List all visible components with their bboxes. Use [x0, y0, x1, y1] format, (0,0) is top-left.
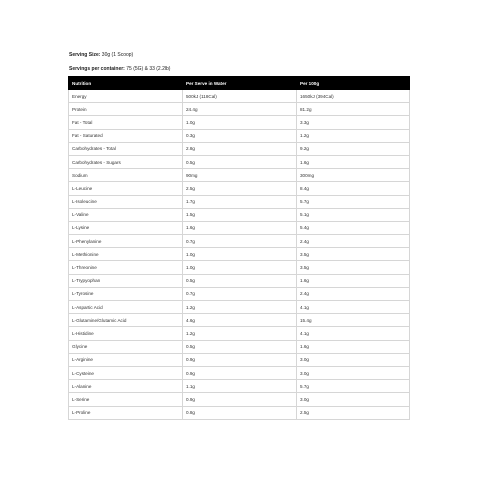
per-serve-cell: 0.8g [183, 406, 297, 419]
serving-size-line [69, 52, 133, 59]
table-row [69, 261, 410, 274]
per-100g-cell: 2.5g [297, 406, 410, 419]
nutrient-name-cell: L-Methionine [69, 248, 183, 261]
nutrient-name-cell: L-Serine [69, 393, 183, 406]
per-serve-cell: 1.1g [183, 380, 297, 393]
per-100g-cell: 5.7g [297, 380, 410, 393]
per-serve-cell: 0.9g [183, 353, 297, 366]
per-100g-cell: 3.0g [297, 393, 410, 406]
per-serve-cell: 0.5g [183, 340, 297, 353]
nutrient-name-cell: L-Glutamine/Glutamic Acid [69, 314, 183, 327]
nutrient-name-cell: L-Phenylanine [69, 235, 183, 248]
table-row [69, 129, 410, 142]
table-row [69, 221, 410, 234]
per-100g-cell: 300mg [297, 169, 410, 182]
nutrient-name-cell: Fat - Total [69, 116, 183, 129]
per-serve-cell: 24.4g [183, 103, 297, 116]
per-serve-cell: 0.5g [183, 274, 297, 287]
table-row [69, 314, 410, 327]
nutrition-table-header [69, 77, 410, 90]
serving-size-label: Serving Size: [69, 52, 101, 58]
table-row [69, 155, 410, 168]
per-100g-cell: 3.0g [297, 366, 410, 379]
table-row [69, 353, 410, 366]
per-serve-cell: 2.5g [183, 182, 297, 195]
per-100g-cell: 4.1g [297, 301, 410, 314]
per-serve-cell: 0.3g [183, 129, 297, 142]
per-100g-cell: 5.1g [297, 208, 410, 221]
table-row [69, 103, 410, 116]
per-100g-cell: 3.3g [297, 116, 410, 129]
nutrient-name-cell: L-Proline [69, 406, 183, 419]
per-100g-cell: 81.2g [297, 103, 410, 116]
nutrient-name-cell: Carbohydrates - Sugars [69, 155, 183, 168]
table-row [69, 406, 410, 419]
table-row [69, 366, 410, 379]
nutrition-table-body [69, 90, 410, 420]
table-row [69, 235, 410, 248]
per-100g-cell: 15.4g [297, 314, 410, 327]
nutrient-name-cell: L-Lysine [69, 221, 183, 234]
per-100g-cell: 3.5g [297, 248, 410, 261]
table-row [69, 393, 410, 406]
table-row [69, 287, 410, 300]
per-serve-cell: 0.7g [183, 287, 297, 300]
per-serve-cell: 500kJ (118Cal) [183, 90, 297, 103]
per-100g-cell: 2.4g [297, 287, 410, 300]
per-100g-cell: 2.4g [297, 235, 410, 248]
nutrient-name-cell: Glycine [69, 340, 183, 353]
per-100g-cell: 4.1g [297, 327, 410, 340]
nutrient-name-cell: L-Aspartic Acid [69, 301, 183, 314]
nutrient-name-cell: L-Threonine [69, 261, 183, 274]
table-row [69, 208, 410, 221]
per-serve-cell: 1.2g [183, 301, 297, 314]
per-serve-cell: 1.6g [183, 221, 297, 234]
per-serve-cell: 1.0g [183, 261, 297, 274]
per-serve-cell: 0.9g [183, 366, 297, 379]
per-100g-cell: 9.2g [297, 142, 410, 155]
per-100g-cell: 5.7g [297, 195, 410, 208]
table-row [69, 116, 410, 129]
per-100g-cell: 3.5g [297, 261, 410, 274]
per-100g-cell: 1.2g [297, 129, 410, 142]
header-nutrition: Nutrition [69, 77, 183, 90]
nutrient-name-cell: Fat - Saturated [69, 129, 183, 142]
header-per-serve: Per Serve in Water [183, 77, 297, 90]
table-row [69, 340, 410, 353]
nutrient-name-cell: L-Trypyophan [69, 274, 183, 287]
nutrient-name-cell: L-Leucine [69, 182, 183, 195]
servings-per-container-label: Servings per container: [69, 66, 125, 72]
header-row [69, 77, 410, 90]
table-row [69, 90, 410, 103]
per-100g-cell: 8.4g [297, 182, 410, 195]
table-row [69, 248, 410, 261]
nutrient-name-cell: Sodium [69, 169, 183, 182]
nutrient-name-cell: Carbohydrates - Total [69, 142, 183, 155]
per-serve-cell: 1.2g [183, 327, 297, 340]
table-row [69, 301, 410, 314]
nutrient-name-cell: Protein [69, 103, 183, 116]
table-row [69, 327, 410, 340]
servings-per-container-value: 75 (5G) & 33 (2.2lb) [124, 66, 171, 72]
nutrient-name-cell: L-Isoleucine [69, 195, 183, 208]
nutrient-name-cell: L-Arginine [69, 353, 183, 366]
per-serve-cell: 0.7g [183, 235, 297, 248]
nutrient-name-cell: L-Tyrosine [69, 287, 183, 300]
servings-per-container-line [69, 66, 170, 73]
per-serve-cell: 90mg [183, 169, 297, 182]
nutrient-name-cell: L-Histidine [69, 327, 183, 340]
per-serve-cell: 1.0g [183, 116, 297, 129]
per-100g-cell: 3.0g [297, 353, 410, 366]
nutrient-name-cell: L-Cysteine [69, 366, 183, 379]
per-100g-cell: 1650kJ (394Cal) [297, 90, 410, 103]
per-serve-cell: 1.7g [183, 195, 297, 208]
nutrient-name-cell: L-Alanine [69, 380, 183, 393]
table-row [69, 182, 410, 195]
per-100g-cell: 1.6g [297, 340, 410, 353]
per-serve-cell: 4.6g [183, 314, 297, 327]
per-serve-cell: 1.5g [183, 208, 297, 221]
per-100g-cell: 5.4g [297, 221, 410, 234]
table-row [69, 380, 410, 393]
serving-size-value: 30g (1 Scoop) [100, 52, 134, 58]
per-serve-cell: 1.0g [183, 248, 297, 261]
per-serve-cell: 0.9g [183, 393, 297, 406]
per-serve-cell: 2.8g [183, 142, 297, 155]
nutrition-table [68, 76, 410, 420]
table-row [69, 169, 410, 182]
header-per-100g: Per 100g [297, 77, 410, 90]
nutrient-name-cell: L-Valine [69, 208, 183, 221]
per-100g-cell: 1.6g [297, 155, 410, 168]
table-row [69, 274, 410, 287]
table-row [69, 195, 410, 208]
table-row [69, 142, 410, 155]
per-100g-cell: 1.6g [297, 274, 410, 287]
nutrient-name-cell: Energy [69, 90, 183, 103]
per-serve-cell: 0.5g [183, 155, 297, 168]
